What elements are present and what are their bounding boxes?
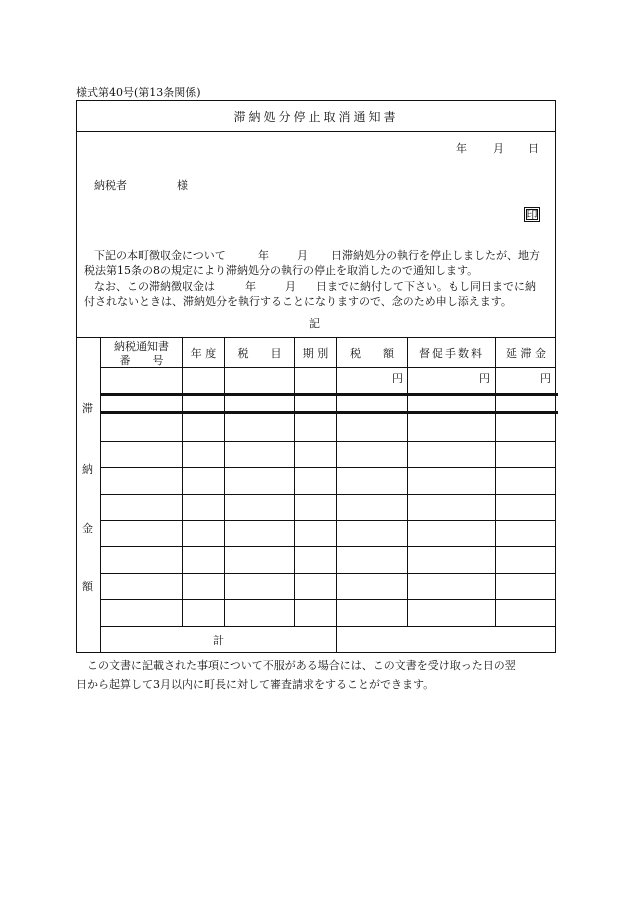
footer-line-1: この文書に記載された事項について不服がある場合には、この文書を受け取った日の翌 — [87, 659, 516, 672]
row-line-7 — [100, 599, 556, 600]
side-label-char-1: 滞 — [82, 402, 93, 415]
col-header-notice-line1: 納税通知書 — [114, 340, 169, 353]
row-line-6 — [100, 573, 556, 574]
document-title: 滞納処分停止取消通知書 — [233, 110, 399, 124]
row-line-4 — [100, 520, 556, 521]
seal-stamp — [524, 207, 540, 222]
thick-line-upper — [101, 393, 558, 396]
row-line-3 — [100, 494, 556, 495]
col-header-notice-line2: 番 号 — [119, 354, 164, 367]
col-header-fee: 督促手数料 — [419, 347, 484, 360]
side-label-char-3: 金 — [82, 522, 93, 535]
para1-text-b: 日滞納処分の執行を停止しましたが、地方 — [331, 249, 540, 262]
col-header-year: 年 度 — [190, 347, 217, 360]
title-divider — [76, 131, 556, 132]
col-line-6 — [495, 337, 496, 626]
col-header-tax: 税 目 — [237, 347, 282, 360]
side-divider — [100, 337, 101, 653]
taxpayer-label: 納税者 — [94, 179, 127, 192]
seal-label: 印 — [526, 208, 538, 221]
row-line-2 — [100, 467, 556, 468]
para1-year: 年 — [258, 249, 269, 262]
para1-month: 月 — [297, 249, 308, 262]
form-number: 様式第40号(第13条関係) — [76, 86, 201, 99]
side-label-char-2: 納 — [82, 463, 93, 476]
col-line-2 — [224, 337, 225, 626]
footer-line-2: 日から起算して3月以内に町長に対して審査請求をすることができます。 — [76, 678, 435, 691]
yen-unit-late: 円 — [540, 372, 551, 385]
date-year: 年 — [456, 142, 467, 155]
para2-text-b: 日までに納付して下さい。もし同日までに納 — [316, 280, 536, 293]
col-line-1 — [182, 337, 183, 626]
thick-line-lower — [101, 411, 558, 414]
yen-unit-fee: 円 — [479, 372, 490, 385]
total-row-line — [100, 626, 556, 627]
col-line-3 — [294, 337, 295, 626]
total-label: 計 — [213, 634, 224, 647]
para2-text-a: なお、この滞納徴収金は — [94, 280, 215, 293]
taxpayer-honorific: 様 — [177, 179, 188, 192]
col-header-amount: 税 額 — [350, 347, 394, 360]
col-header-period: 期 別 — [302, 347, 329, 360]
col-line-5 — [407, 337, 408, 626]
para2-year: 年 — [245, 280, 256, 293]
date-day: 日 — [528, 142, 539, 155]
para1-text-c: 税法第15条の8の規定により滞納処分の執行の停止を取消したので通知します。 — [84, 264, 479, 277]
side-label-char-4: 額 — [82, 580, 93, 593]
row-line-1 — [100, 441, 556, 442]
para1-text-a: 下記の本町徴収金について — [94, 249, 226, 262]
date-month: 月 — [493, 142, 504, 155]
para2-month: 月 — [285, 280, 296, 293]
col-line-4 — [336, 337, 337, 653]
yen-unit-amount: 円 — [392, 372, 403, 385]
row-line-5 — [100, 546, 556, 547]
col-header-late: 延 滞 金 — [506, 347, 546, 360]
ki-label: 記 — [309, 317, 320, 330]
para2-text-c: 付されないときは、滞納処分を執行することになりますので、念のため申し添えます。 — [84, 295, 512, 308]
